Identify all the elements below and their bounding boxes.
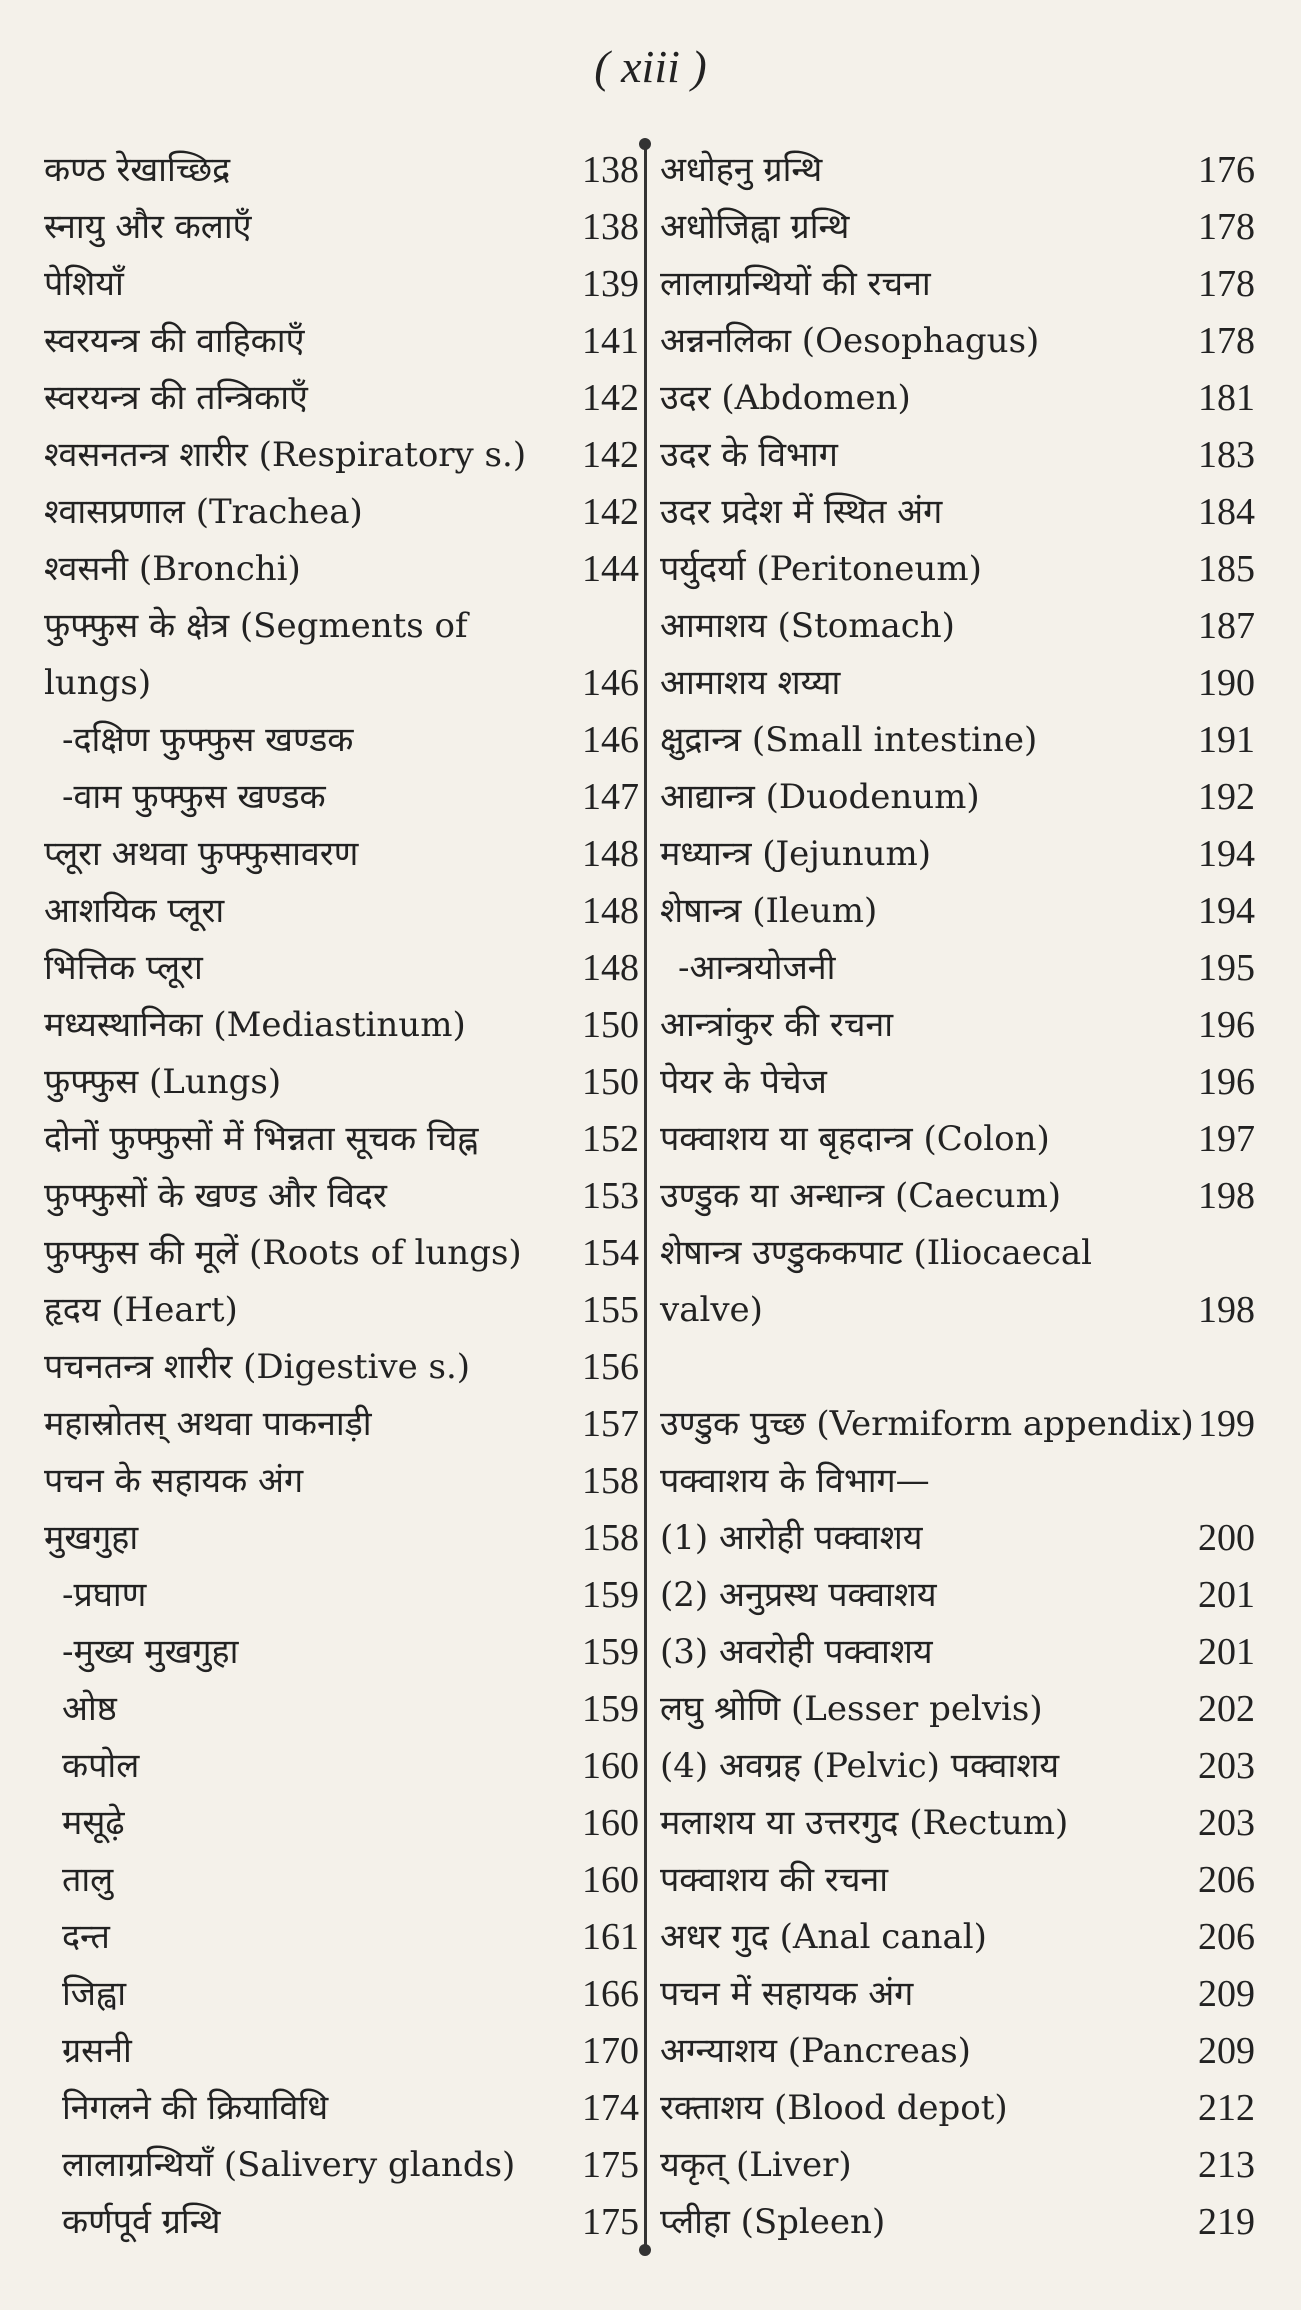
toc-entry-title: उदर (Abdomen) (660, 378, 911, 418)
toc-entry-page: 202 (1198, 1688, 1255, 1730)
toc-entry-title: लालाग्रन्थियों की रचना (660, 264, 931, 304)
toc-entry-page: 200 (1198, 1517, 1255, 1559)
toc-entry (44, 1453, 639, 1510)
toc-entry-title: (2) अनुप्रस्थ पक्वाशय (660, 1575, 937, 1615)
toc-entry-page: 219 (1198, 2201, 1255, 2243)
toc-entry-page: 209 (1198, 1973, 1255, 2015)
toc-entry (660, 484, 1255, 541)
toc-entry-title: फुफ्फुस की मूलें (Roots of lungs) (44, 1233, 522, 1273)
toc-entry-title: मुखगुहा (44, 1518, 139, 1558)
toc-entry-title: तालु (62, 1860, 114, 1900)
toc-entry-page: 197 (1198, 1118, 1255, 1160)
toc-entry (44, 256, 639, 313)
toc-entry-title: -आन्त्रयोजनी (678, 948, 836, 988)
divider-top-dot (639, 138, 651, 150)
toc-entry (44, 427, 639, 484)
toc-entry-title: स्नायु और कलाएँ (44, 207, 252, 247)
toc-entry-page: 160 (582, 1745, 639, 1787)
toc-entry (44, 598, 639, 712)
toc-entry-page: 157 (582, 1403, 639, 1445)
toc-entry (660, 313, 1255, 370)
toc-entry-title: आमाशय शय्या (660, 663, 841, 703)
toc-entry-page: 158 (582, 1460, 639, 1502)
toc-entry-title: मध्यस्थानिका (Mediastinum) (44, 1005, 466, 1045)
toc-entry-title: आद्यान्त्र (Duodenum) (660, 777, 980, 817)
toc-entry-page: 206 (1198, 1916, 1255, 1958)
toc-entry-title: अन्ननलिका (Oesophagus) (660, 321, 1040, 361)
toc-entry-page: 212 (1198, 2087, 1255, 2129)
toc-entry (660, 598, 1255, 655)
toc-entry (44, 940, 639, 997)
toc-entry (660, 1111, 1255, 1168)
toc-entry (44, 1966, 639, 2023)
toc-entry-page: 194 (1198, 890, 1255, 932)
toc-entry (660, 370, 1255, 427)
toc-entry (44, 1168, 639, 1225)
toc-entry (660, 1567, 1255, 1624)
toc-entry-page: 159 (582, 1574, 639, 1616)
toc-entry (44, 142, 639, 199)
toc-entry-title: मलाशय या उत्तरगुद (Rectum) (660, 1803, 1069, 1843)
toc-entry (44, 883, 639, 940)
toc-entry (660, 1168, 1255, 1225)
toc-entry-page: 148 (582, 890, 639, 932)
toc-entry (660, 1054, 1255, 1111)
toc-entry (44, 1738, 639, 1795)
toc-entry-page: 190 (1198, 662, 1255, 704)
toc-entry-page: 175 (582, 2201, 639, 2243)
toc-entry (660, 2023, 1255, 2080)
toc-entry (44, 1225, 639, 1282)
toc-entry (44, 1054, 639, 1111)
toc-entry-title: हृदय (Heart) (44, 1290, 238, 1330)
toc-entry-title: -प्रघाण (62, 1575, 147, 1615)
toc-entry-title: महास्रोतस् अथवा पाकनाड़ी (44, 1404, 372, 1444)
toc-entry-page: 148 (582, 947, 639, 989)
toc-entry-page: 192 (1198, 776, 1255, 818)
toc-entry-page: 181 (1198, 377, 1255, 419)
toc-entry-page: 191 (1198, 719, 1255, 761)
toc-entry-page: 176 (1198, 149, 1255, 191)
toc-entry-title: (3) अवरोही पक्वाशय (660, 1632, 933, 1672)
toc-entry (660, 1852, 1255, 1909)
toc-entry-page: 187 (1198, 605, 1255, 647)
toc-entry-page: 198 (1198, 1175, 1255, 1217)
toc-entry-page: 152 (582, 1118, 639, 1160)
toc-entry-page: 195 (1198, 947, 1255, 989)
toc-entry-title: श्वसनतन्त्र शारीर (Respiratory s.) (44, 435, 527, 475)
toc-entry-title: उदर के विभाग (660, 435, 838, 475)
toc-entry (44, 1795, 639, 1852)
toc-entry-title: आशयिक प्लूरा (44, 891, 225, 931)
toc-entry (44, 1681, 639, 1738)
toc-entry-title: कपोल (62, 1746, 140, 1786)
toc-entry-page: 166 (582, 1973, 639, 2015)
toc-entry-page: 196 (1198, 1004, 1255, 1046)
toc-entry-page: 159 (582, 1631, 639, 1673)
toc-entry-title: -दक्षिण फुफ्फुस खण्डक (62, 720, 354, 760)
toc-entry-page: 185 (1198, 548, 1255, 590)
toc-entry-title: क्षुद्रान्त्र (Small intestine) (660, 720, 1038, 760)
toc-entry-page: 178 (1198, 206, 1255, 248)
toc-entry-page: 146 (582, 662, 639, 704)
toc-entry (660, 199, 1255, 256)
toc-entry-title: ओष्ठ (62, 1689, 117, 1729)
toc-entry-title: यकृत् (Liver) (660, 2145, 852, 2185)
toc-entry (44, 1111, 639, 1168)
toc-entry (660, 142, 1255, 199)
toc-entry-page: 203 (1198, 1745, 1255, 1787)
toc-entry-title: पचन में सहायक अंग (660, 1974, 914, 2014)
toc-entry-page: 198 (1198, 1289, 1255, 1331)
toc-entry-page: 178 (1198, 320, 1255, 362)
toc-entry-page: 160 (582, 1859, 639, 1901)
toc-entry-page: 144 (582, 548, 639, 590)
toc-entry-page: 203 (1198, 1802, 1255, 1844)
toc-entry-title: शेषान्त्र उण्डुककपाट (Iliocaecal valve) (660, 1233, 1092, 1330)
toc-entry (660, 1795, 1255, 1852)
toc-entry (44, 1624, 639, 1681)
toc-entry-title: मध्यान्त्र (Jejunum) (660, 834, 932, 874)
toc-entry-title: स्वरयन्त्र की तन्त्रिकाएँ (44, 378, 308, 418)
toc-entry (660, 1909, 1255, 1966)
toc-entry (660, 1738, 1255, 1795)
toc-entry (44, 199, 639, 256)
toc-entry-title: दोनों फुफ्फुसों में भिन्नता सूचक चिह्न (44, 1119, 479, 1159)
toc-entry-page: 150 (582, 1004, 639, 1046)
toc-entry-page: 178 (1198, 263, 1255, 305)
divider-bottom-dot (639, 2244, 651, 2256)
toc-entry (660, 712, 1255, 769)
toc-entry-title: अधोहनु ग्रन्थि (660, 150, 823, 190)
toc-entry-page: 158 (582, 1517, 639, 1559)
toc-entry (44, 2137, 639, 2194)
toc-entry-page: 138 (582, 206, 639, 248)
toc-entry-page: 142 (582, 491, 639, 533)
toc-entry (660, 826, 1255, 883)
toc-entry-title: कण्ठ रेखाच्छिद्र (44, 150, 231, 190)
toc-entry (44, 1396, 639, 1453)
toc-entry-title: फुफ्फुस (Lungs) (44, 1062, 282, 1102)
toc-entry (660, 1681, 1255, 1738)
toc-entry-page: 142 (582, 377, 639, 419)
toc-entry (660, 1510, 1255, 1567)
toc-entry-page: 170 (582, 2030, 639, 2072)
toc-entry-title: पर्युदर्या (Peritoneum) (660, 549, 982, 589)
toc-entry (660, 997, 1255, 1054)
toc-entry (660, 541, 1255, 598)
toc-entry-page: 201 (1198, 1574, 1255, 1616)
toc-entry-title: उण्डुक या अन्धान्त्र (Caecum) (660, 1176, 1062, 1216)
toc-entry-title: कर्णपूर्व ग्रन्थि (62, 2202, 221, 2242)
toc-entry (660, 2080, 1255, 2137)
toc-entry-page: 196 (1198, 1061, 1255, 1103)
toc-entry (660, 1453, 1255, 1510)
toc-entry-title: पक्वाशय की रचना (660, 1860, 889, 1900)
toc-entry-page: 141 (582, 320, 639, 362)
toc-entry (44, 997, 639, 1054)
toc-entry (44, 2080, 639, 2137)
toc-entry (660, 1624, 1255, 1681)
toc-entry-title: उदर प्रदेश में स्थित अंग (660, 492, 943, 532)
toc-entry-title: आमाशय (Stomach) (660, 606, 955, 646)
toc-entry-title: उण्डुक पुच्छ (Vermiform appendix) (660, 1404, 1194, 1444)
toc-entry-page: 156 (582, 1346, 639, 1388)
toc-entry-page: 153 (582, 1175, 639, 1217)
toc-entry (44, 2194, 639, 2251)
toc-entry-page: 147 (582, 776, 639, 818)
toc-entry-page: 209 (1198, 2030, 1255, 2072)
toc-entry-title: अधर गुद (Anal canal) (660, 1917, 987, 1957)
toc-entry-title: श्वसनी (Bronchi) (44, 549, 301, 589)
toc-entry-page: 139 (582, 263, 639, 305)
toc-entry-title: ग्रसनी (62, 2031, 132, 2071)
toc-entry (660, 655, 1255, 712)
toc-entry (44, 1909, 639, 1966)
toc-entry (44, 370, 639, 427)
toc-entry (660, 2194, 1255, 2251)
column-divider (644, 142, 647, 2252)
toc-entry (44, 826, 639, 883)
toc-entry (660, 2137, 1255, 2194)
toc-entry-page: 184 (1198, 491, 1255, 533)
toc-entry-page: 142 (582, 434, 639, 476)
toc-entry (660, 1339, 1255, 1453)
toc-entry (44, 1567, 639, 1624)
toc-entry-title: -मुख्य मुखगुहा (62, 1632, 239, 1672)
toc-entry (44, 541, 639, 598)
toc-entry (44, 1282, 639, 1339)
toc-entry (660, 427, 1255, 484)
toc-entry-title: रक्ताशय (Blood depot) (660, 2088, 1008, 2128)
toc-entry (660, 769, 1255, 826)
toc-entry-page: 138 (582, 149, 639, 191)
toc-entry-title: प्लीहा (Spleen) (660, 2202, 886, 2242)
toc-entry-title: प्लूरा अथवा फुफ्फुसावरण (44, 834, 359, 874)
toc-entry-title: निगलने की क्रियाविधि (62, 2088, 329, 2128)
toc-entry-title: श्वासप्रणाल (Trachea) (44, 492, 363, 532)
toc-entry (44, 484, 639, 541)
toc-entry-title: अग्न्याशय (Pancreas) (660, 2031, 971, 2071)
toc-entry-page: 175 (582, 2144, 639, 2186)
toc-entry-title: मसूढ़े (62, 1803, 125, 1843)
toc-entry-page: 150 (582, 1061, 639, 1103)
toc-entry (660, 1225, 1255, 1339)
toc-entry (660, 256, 1255, 313)
toc-entry (44, 1339, 639, 1396)
page-number: ( xiii ) (594, 41, 707, 92)
toc-entry-page: 146 (582, 719, 639, 761)
toc-entry-title: पेशियाँ (44, 264, 124, 304)
toc-entry-title: अधोजिह्वा ग्रन्थि (660, 207, 850, 247)
toc-entry-page: 206 (1198, 1859, 1255, 1901)
toc-entry-page: 159 (582, 1688, 639, 1730)
toc-entry (44, 769, 639, 826)
toc-entry-page: 161 (582, 1916, 639, 1958)
toc-entry-title: स्वरयन्त्र की वाहिकाएँ (44, 321, 305, 361)
toc-entry-page: 213 (1198, 2144, 1255, 2186)
toc-entry-title: पचन के सहायक अंग (44, 1461, 304, 1501)
toc-entry-title: आन्त्रांकुर की रचना (660, 1005, 894, 1045)
toc-entry-page: 199 (1198, 1403, 1255, 1445)
toc-entry-title: पक्वाशय के विभाग— (660, 1461, 930, 1501)
toc-entry-title: (1) आरोही पक्वाशय (660, 1518, 923, 1558)
toc-entry-title: फुफ्फुस के क्षेत्र (Segments of lungs) (44, 606, 468, 703)
toc-entry-title: पचनतन्त्र शारीर (Digestive s.) (44, 1347, 471, 1387)
toc-entry-title: शेषान्त्र (Ileum) (660, 891, 878, 931)
toc-entry (660, 1966, 1255, 2023)
toc-entry (44, 712, 639, 769)
toc-entry-page: 183 (1198, 434, 1255, 476)
toc-entry-title: (4) अवग्रह (Pelvic) पक्वाशय (660, 1746, 1060, 1786)
toc-entry-title: लालाग्रन्थियाँ (Salivery glands) (62, 2145, 516, 2185)
toc-entry-title: पेयर के पेचेज (660, 1062, 827, 1102)
toc-entry-title: लघु श्रोणि (Lesser pelvis) (660, 1689, 1043, 1729)
toc-entry-page: 201 (1198, 1631, 1255, 1673)
toc-entry (44, 313, 639, 370)
toc-entry (660, 940, 1255, 997)
toc-entry-page: 174 (582, 2087, 639, 2129)
right-column (660, 142, 1255, 2251)
toc-entry-page: 148 (582, 833, 639, 875)
toc-entry (44, 2023, 639, 2080)
left-column (44, 142, 639, 2251)
toc-entry-page: 194 (1198, 833, 1255, 875)
toc-entry-title: पक्वाशय या बृहदान्त्र (Colon) (660, 1119, 1050, 1159)
toc-entry-page: 160 (582, 1802, 639, 1844)
toc-entry (44, 1852, 639, 1909)
toc-entry-title: -वाम फुफ्फुस खण्डक (62, 777, 326, 817)
toc-entry (44, 1510, 639, 1567)
toc-entry-title: फुफ्फुसों के खण्ड और विदर (44, 1176, 387, 1216)
toc-entry (660, 883, 1255, 940)
toc-entry-title: जिह्वा (62, 1974, 127, 2014)
toc-entry-page: 154 (582, 1232, 639, 1274)
toc-entry-page: 155 (582, 1289, 639, 1331)
toc-entry-title: भित्तिक प्लूरा (44, 948, 203, 988)
toc-entry-title: दन्त (62, 1917, 110, 1957)
